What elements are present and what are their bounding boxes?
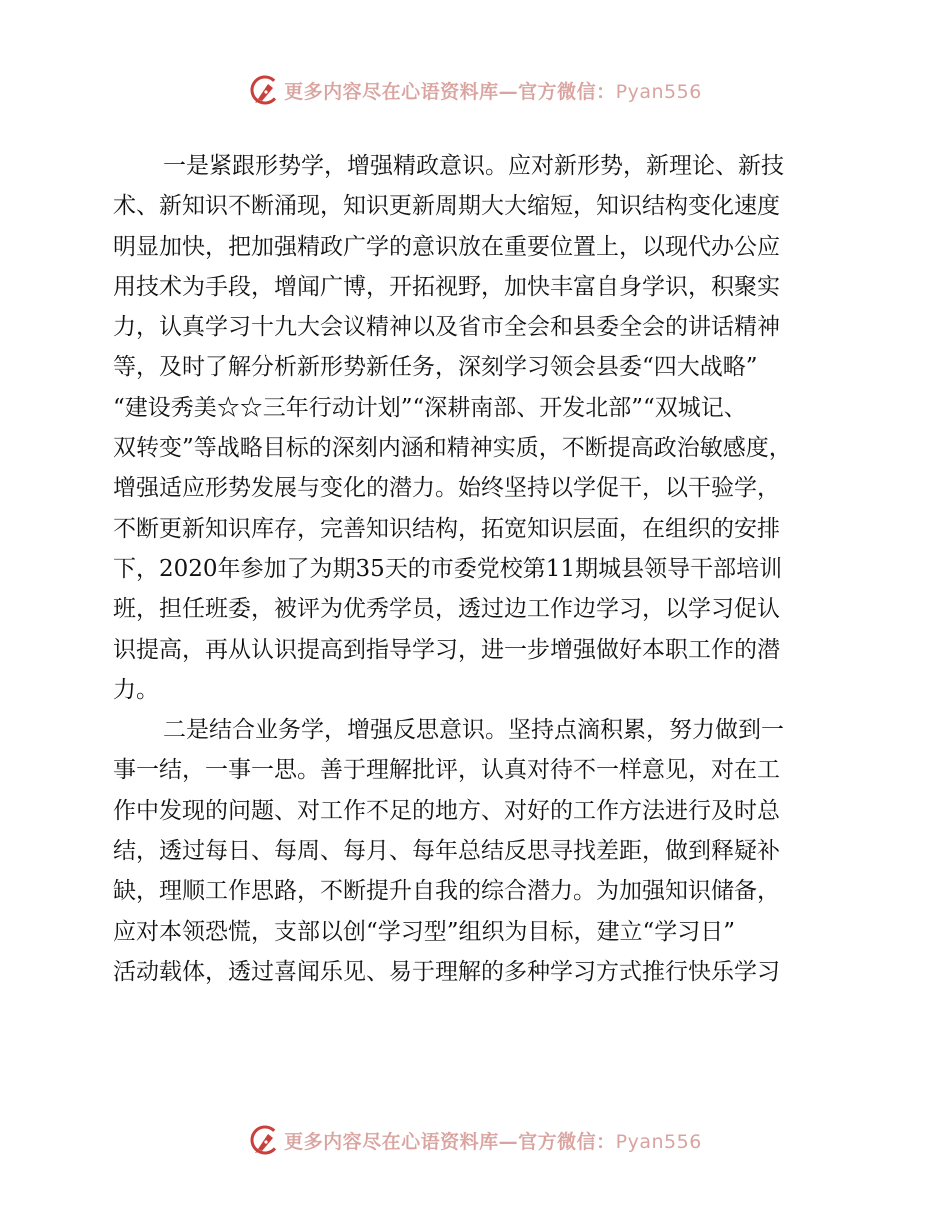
- text-line: 用技术为手段，增闻广博，开拓视野，加快丰富自身学识，积聚实: [113, 273, 780, 300]
- text-line: 术、新知识不断涌现，知识更新周期大大缩短，知识结构变化速度: [113, 193, 780, 220]
- text-line: 结，透过每日、每周、每月、每年总结反思寻找差距，做到释疑补: [113, 838, 780, 865]
- text-line: 力，认真学习十九大会议精神以及省市全会和县委全会的讲话精神: [113, 314, 780, 341]
- text-line: “建设秀美☆☆三年行动计划”“深耕南部、开发北部”“双城记、: [113, 394, 747, 421]
- text-line: 下，2020年参加了为期35天的市委党校第11期城县领导干部培训: [113, 555, 783, 582]
- banner-main-text: 更多内容尽在心语资料库—官方微信：: [284, 1130, 616, 1153]
- paragraph-1: [113, 146, 843, 710]
- text-line: 等，及时了解分析新形势新任务，深刻学习领会县委“四大战略”: [113, 354, 758, 381]
- text-line: 一是紧跟形势学，增强精政意识。应对新形势，新理论、新技: [163, 153, 784, 179]
- text-line: 明显加快，把加强精政广学的意识放在重要位置上，以现代办公应: [113, 233, 780, 260]
- footer-banner: [0, 1120, 950, 1160]
- text-line: 不断更新知识库存，完善知识结构，拓宽知识层面，在组织的安排: [113, 515, 780, 542]
- text-line: 班，担任班委，被评为优秀学员，透过边工作边学习，以学习促认: [113, 596, 780, 623]
- text-line: 事一结，一事一思。善于理解批评，认真对待不一样意见，对在工: [113, 757, 780, 784]
- banner-text: [284, 77, 702, 104]
- text-line: 应对本领恐慌，支部以创“学习型”组织为目标，建立“学习日”: [113, 918, 736, 945]
- banner-main-text: 更多内容尽在心语资料库—官方微信：: [284, 80, 616, 103]
- wechat-id: Pyan556: [615, 1130, 702, 1153]
- text-line: 识提高，再从认识提高到指导学习，进一步增强做好本职工作的潜: [113, 636, 780, 663]
- document-body: [113, 146, 843, 992]
- text-line: 作中发现的问题、对工作不足的地方、对好的工作方法进行及时总: [113, 797, 780, 824]
- text-line: 缺，理顺工作思路，不断提升自我的综合潜力。为加强知识储备，: [113, 878, 780, 905]
- paragraph-2: [113, 710, 843, 992]
- text-line: 活动载体，透过喜闻乐见、易于理解的多种学习方式推行快乐学习: [113, 958, 780, 985]
- text-line: 增强适应形势发展与变化的潜力。始终坚持以学促干，以干验学，: [113, 475, 780, 502]
- pen-nib-logo-icon: [248, 1123, 282, 1157]
- header-banner: [0, 70, 950, 110]
- text-line: 双转变”等战略目标的深刻内涵和精神实质，不断提高政治敏感度，: [113, 435, 792, 462]
- text-line: 二是结合业务学，增强反思意识。坚持点滴积累，努力做到一: [163, 717, 784, 744]
- pen-nib-logo-icon: [248, 73, 282, 107]
- banner-text: [284, 1127, 702, 1154]
- text-line: 力。: [113, 676, 159, 703]
- wechat-id: Pyan556: [615, 80, 702, 103]
